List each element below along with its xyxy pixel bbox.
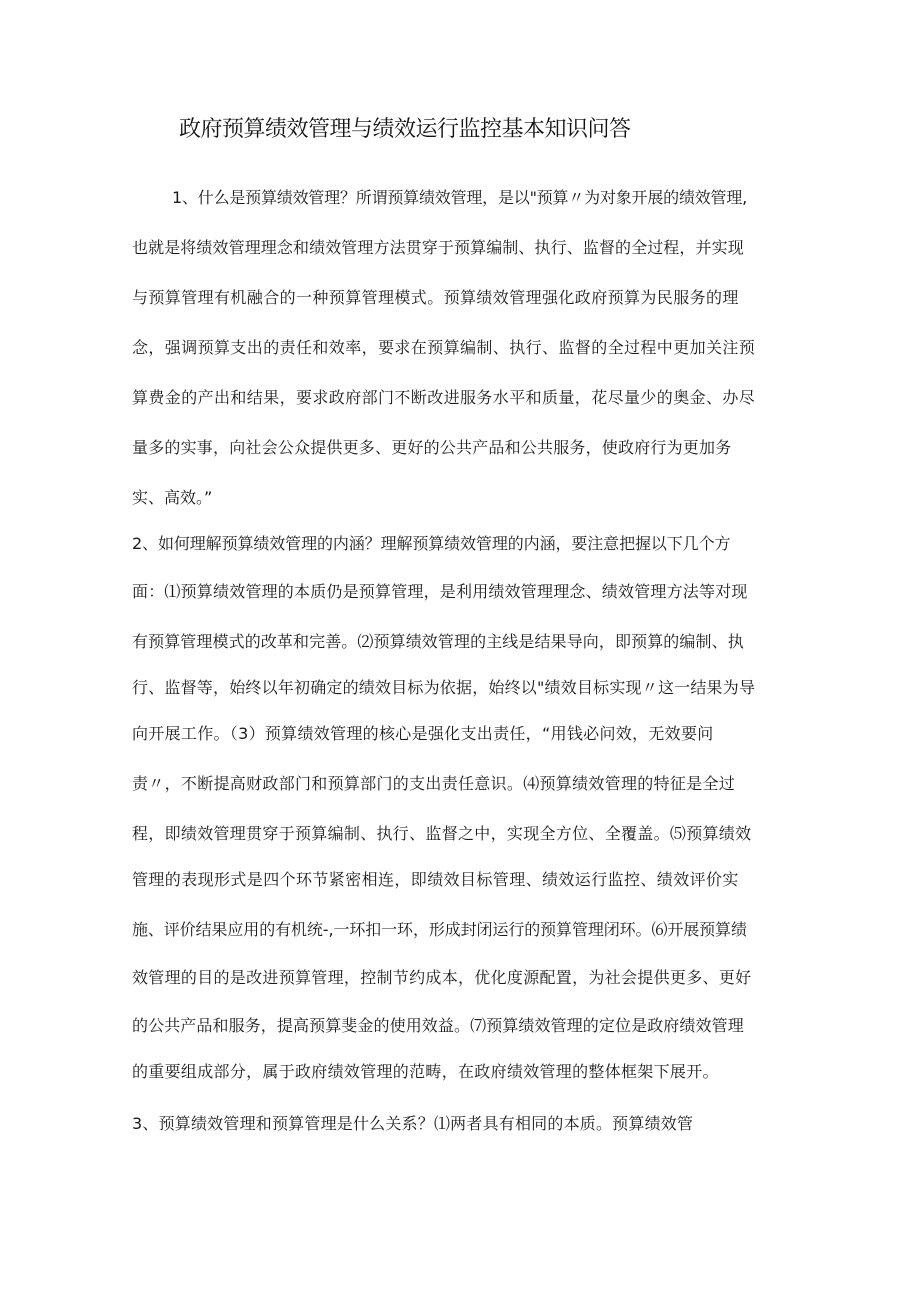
paragraph-1-line-3: 与预算管理有机融合的一种预算管理模式。预算绩效管理强化政府预算为民服务的理 bbox=[132, 288, 739, 307]
paragraph-2-line-2: 面：⑴预算绩效管理的本质仍是预算管理，是利用绩效管理理念、绩效管理方法等对现 bbox=[132, 582, 748, 601]
paragraph-2-line-9: 施、评价结果应用的有机统-,一环扣一环，形成封闭运行的预算管理闭环。⑹开展预算绩 bbox=[132, 920, 747, 939]
paragraph-2-line-7: 程，即绩效管理贯穿于预算编制、执行、监督之中，实现全方位、全覆盖。⑸预算绩效 bbox=[132, 824, 752, 843]
paragraph-1-line-7: 实、高效。” bbox=[132, 488, 213, 507]
paragraph-2-line-6: 责〃，不断提高财政部门和预算部门的支出责任意识。⑷预算绩效管理的特征是全过 bbox=[132, 774, 736, 793]
paragraph-1-line-1: 1、什么是预算绩效管理？所谓预算绩效管理，是以"预算〃为对象开展的绩效管理, bbox=[172, 188, 748, 207]
paragraph-2-line-1: 2、如何理解预算绩效管理的内涵？理解预算绩效管理的内涵，要注意把握以下几个方 bbox=[132, 534, 731, 553]
paragraph-2-line-4: 行、监督等，始终以年初确定的绩效目标为依据，始终以"绩效目标实现〃这一结果为导 bbox=[132, 678, 756, 697]
paragraph-1-line-6: 量多的实事，向社会公众提供更多、更好的公共产品和公共服务，使政府行为更加务 bbox=[132, 438, 732, 457]
paragraph-2-line-11: 的公共产品和服务，提高预算斐金的使用效益。⑺预算绩效管理的定位是政府绩效管理 bbox=[132, 1016, 744, 1035]
paragraph-2-line-12: 的重要组成部分，属于政府绩效管理的范畴，在政府绩效管理的整体框架下展开。 bbox=[132, 1062, 719, 1081]
paragraph-3-line-1: 3、预算绩效管理和预算管理是什么关系？⑴两者具有相同的本质。预算绩效管 bbox=[132, 1114, 694, 1133]
document-title: 政府预算绩效管理与绩效运行监控基本知识问答 bbox=[179, 117, 631, 142]
paragraph-2-line-5: 向开展工作。（3）预算绩效管理的核心是强化支出责任，“用钱必问效，无效要问 bbox=[132, 724, 714, 743]
paragraph-2-line-3: 有预算管理模式的改革和完善。⑵预算绩效管理的主线是结果导向，即预算的编制、执 bbox=[132, 632, 744, 651]
paragraph-2-line-8: 管理的表现形式是四个环节紧密相连，即绩效目标管理、绩效运行监控、绩效评价实 bbox=[132, 870, 739, 889]
paragraph-2-line-10: 效管理的目的是改进预算管理，控制节约成本，优化度源配置，为社会提供更多、更好 bbox=[132, 968, 752, 987]
paragraph-1-line-4: 念，强调预算支出的责任和效率，要求在预算编制、执行、监督的全过程中更加关注预 bbox=[132, 338, 756, 357]
paragraph-1-line-5: 算费金的产出和结果，要求政府部门不断改进服务水平和质量，花尽量少的奥金、办尽 bbox=[132, 388, 756, 407]
paragraph-1-line-2: 也就是将绩效管理理念和绩效管理方法贯穿于预算编制、执行、监督的全过程，并实现 bbox=[132, 238, 744, 257]
